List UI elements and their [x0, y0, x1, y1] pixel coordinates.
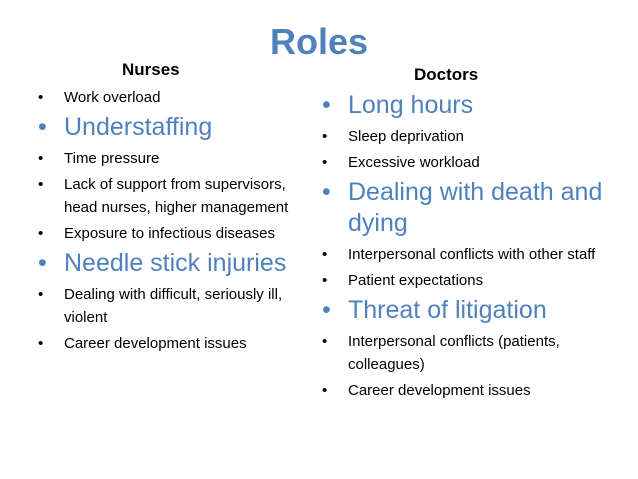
list-item-text: Dealing with death and dying — [348, 178, 603, 237]
list-item — [38, 248, 310, 279]
bullet-icon: • — [322, 128, 328, 145]
bullet-icon: • — [322, 333, 328, 350]
list-item-text: Lack of support from supervisors, head nurses, higher management — [64, 176, 289, 216]
list-item-text: Dealing with difficult, seriously ill, violent — [64, 286, 283, 326]
bullet-icon: • — [322, 246, 328, 263]
bullet-icon: • — [322, 382, 328, 399]
bullet-icon: • — [322, 154, 328, 171]
bullet-icon: • — [38, 176, 44, 193]
nurses-list — [38, 86, 310, 358]
list-item-text: Patient expectations — [348, 272, 484, 289]
list-item-text: Work overload — [64, 89, 161, 106]
list-item — [38, 222, 310, 245]
list-item-text: Career development issues — [348, 382, 531, 399]
list-item-text: Interpersonal conflicts with other staff — [348, 246, 596, 263]
bullet-icon: • — [38, 335, 44, 352]
list-item — [38, 173, 310, 219]
nurses-heading: Nurses — [122, 60, 180, 79]
list-item — [38, 332, 310, 355]
bullet-icon: • — [322, 178, 331, 206]
bullet-icon: • — [322, 272, 328, 289]
list-item-text: Sleep deprivation — [348, 128, 464, 145]
list-item — [322, 330, 604, 376]
list-item-text: Exposure to infectious diseases — [64, 225, 275, 242]
list-item — [322, 151, 604, 174]
list-item-text: Interpersonal conflicts (patients, colleagues) — [348, 333, 560, 373]
list-item-text: Time pressure — [64, 150, 160, 167]
list-item — [322, 125, 604, 148]
bullet-icon: • — [38, 225, 44, 242]
list-item-text: Threat of litigation — [348, 296, 547, 324]
list-item — [38, 147, 310, 170]
list-item — [322, 269, 604, 292]
list-item-text: Excessive workload — [348, 154, 480, 171]
bullet-icon: • — [38, 249, 47, 277]
bullet-icon: • — [322, 91, 331, 119]
list-item — [38, 112, 310, 143]
list-item — [322, 379, 604, 402]
doctors-heading: Doctors — [414, 65, 479, 84]
list-item — [322, 243, 604, 266]
list-item-text: Needle stick injuries — [64, 249, 287, 277]
bullet-icon: • — [38, 286, 44, 303]
list-item — [322, 90, 604, 121]
list-item — [38, 283, 310, 329]
list-item — [38, 86, 310, 109]
doctors-list — [322, 90, 604, 405]
list-item-text: Career development issues — [64, 335, 247, 352]
bullet-icon: • — [38, 89, 44, 106]
bullet-icon: • — [322, 296, 331, 324]
list-item-text: Understaffing — [64, 113, 213, 141]
list-item — [322, 177, 604, 239]
list-item — [322, 295, 604, 326]
slide-title: Roles — [269, 21, 369, 62]
list-item-text: Long hours — [348, 91, 474, 119]
bullet-icon: • — [38, 113, 47, 141]
bullet-icon: • — [38, 150, 44, 167]
